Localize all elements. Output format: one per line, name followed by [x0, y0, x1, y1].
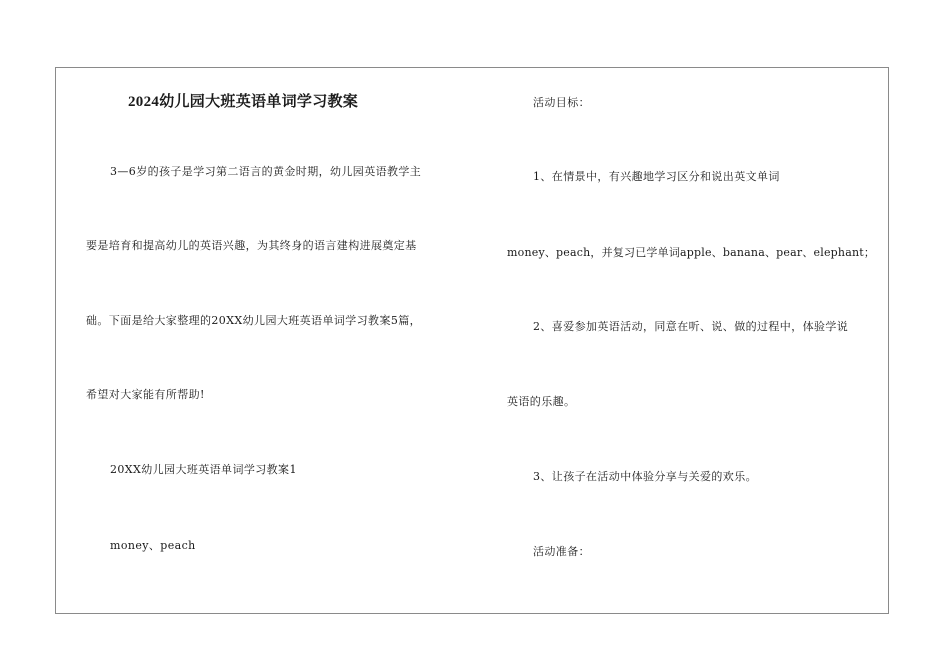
paragraph-line: 2、喜爱参加英语活动，同意在听、说、做的过程中，体验学说	[533, 320, 849, 333]
section-heading: 20XX幼儿园大班英语单词学习教案1	[110, 463, 297, 476]
paragraph-line: 3、让孩子在活动中体验分享与关爱的欢乐。	[533, 470, 757, 483]
paragraph-line: 3—6岁的孩子是学习第二语言的黄金时期，幼儿园英语教学主	[110, 165, 422, 178]
paragraph-line: 要是培育和提高幼儿的英语兴趣，为其终身的语言建构进展奠定基	[86, 239, 417, 252]
paragraph-line: 础。下面是给大家整理的20XX幼儿园大班英语单词学习教案5篇，	[86, 314, 422, 327]
paragraph-line: 1、在情景中，有兴趣地学习区分和说出英文单词	[533, 170, 780, 183]
page-frame	[55, 67, 889, 614]
paragraph-line: money、peach	[110, 539, 196, 552]
section-label-preparation: 活动准备：	[533, 545, 590, 558]
section-label-goals: 活动目标：	[533, 96, 590, 109]
document-title: 2024幼儿园大班英语单词学习教案	[128, 94, 359, 110]
paragraph-line: money、peach，并复习已学单词apple、banana、pear、elephant；	[507, 246, 876, 259]
paragraph-line: 希望对大家能有所帮助!	[86, 388, 205, 401]
paragraph-line: 英语的乐趣。	[507, 395, 576, 408]
